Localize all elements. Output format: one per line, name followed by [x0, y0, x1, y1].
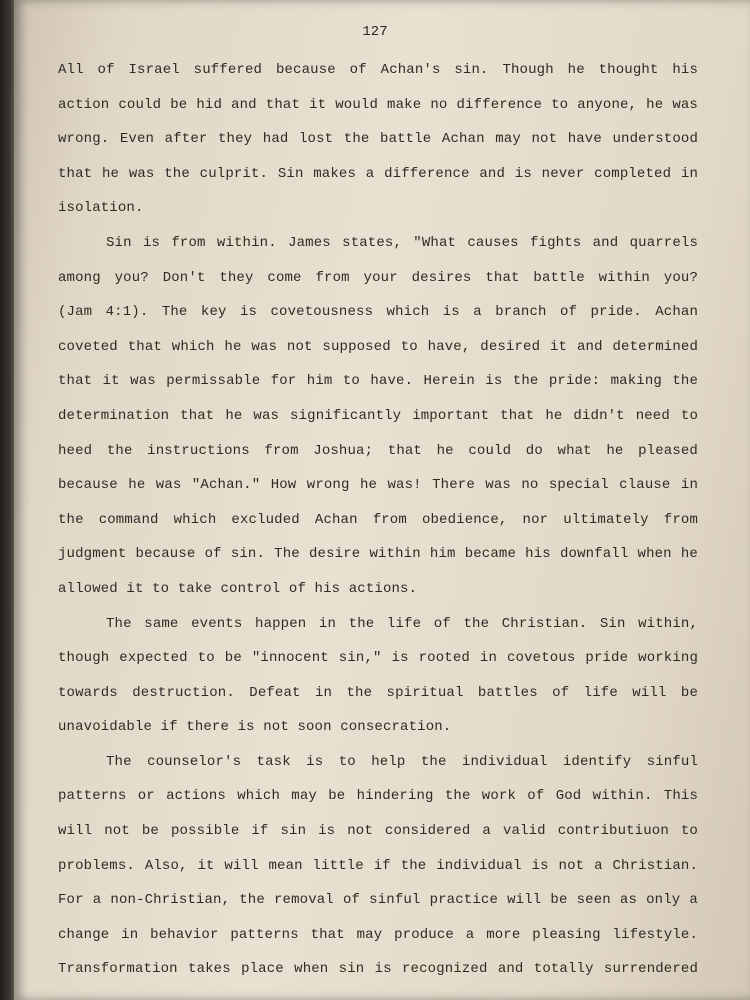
text-line: the command which excluded Achan from obedience, nor ultimately from	[58, 511, 698, 528]
page-number: 127	[362, 24, 388, 40]
text-line: All of Israel suffered because of Achan's sin. Though he thought his	[58, 62, 698, 78]
text-line: isolation.	[58, 200, 144, 217]
text-line: allowed it to take control of his actions.	[58, 580, 418, 597]
body-text	[58, 53, 698, 987]
book-spine-shadow	[0, 0, 14, 1000]
text-line: heed the instructions from Joshua; that he could do what he pleased	[58, 442, 698, 459]
text-line: problems. Also, it will mean little if the individual is not a Christian.	[58, 857, 698, 874]
text-line: wrong. Even after they had lost the battle Achan may not have understood	[58, 131, 698, 148]
text-line: Sin is from within. James states, "What causes fights and quarrels	[106, 234, 698, 251]
text-line: For a non-Christian, the removal of sinful practice will be seen as only a	[58, 892, 698, 909]
text-line: change in behavior patterns that may produce a more pleasing lifestyle.	[58, 926, 698, 943]
text-line: unavoidable if there is not soon consecration.	[58, 719, 452, 736]
text-line: The same events happen in the life of the Christian. Sin within,	[106, 615, 698, 632]
text-line: that he was the culprit. Sin makes a difference and is never completed in	[58, 165, 698, 182]
text-line: Transformation takes place when sin is recognized and totally surrendered	[58, 961, 698, 978]
text-line: towards destruction. Defeat in the spiritual battles of life will be	[58, 684, 698, 701]
book-page	[14, 0, 750, 1000]
text-line: coveted that which he was not supposed to have, desired it and determined	[58, 338, 698, 355]
text-line: The counselor's task is to help the individual identify sinful	[106, 753, 698, 770]
text-line: action could be hid and that it would make no difference to anyone, he was	[58, 96, 698, 113]
text-line: patterns or actions which may be hindering the work of God within. This	[58, 788, 698, 805]
text-line: though expected to be "innocent sin," is rooted in covetous pride working	[58, 650, 698, 667]
text-line: because he was "Achan." How wrong he was! There was no special clause in	[58, 477, 698, 494]
text-line: that it was permissable for him to have. Herein is the pride: making the	[58, 373, 698, 390]
text-line: among you? Don't they come from your desires that battle within you?	[58, 269, 698, 286]
text-line: determination that he was significantly important that he didn't need to	[58, 407, 698, 424]
text-line: will not be possible if sin is not considered a valid contributiuon to	[58, 823, 698, 840]
text-line: (Jam 4:1). The key is covetousness which is a branch of pride. Achan	[58, 304, 698, 321]
text-line: judgment because of sin. The desire within him became his downfall when he	[58, 546, 698, 563]
